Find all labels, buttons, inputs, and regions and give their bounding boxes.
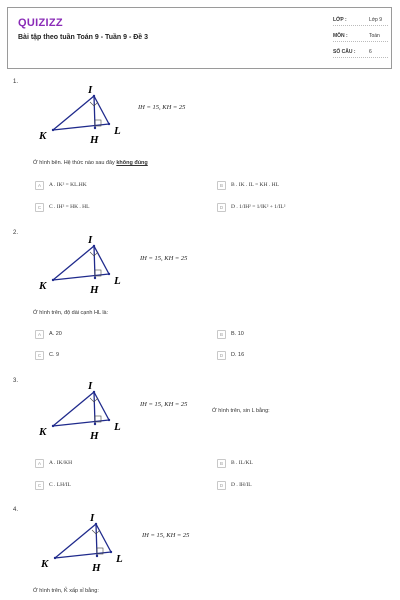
vertex-label: L	[114, 421, 121, 433]
option-letter: D	[217, 203, 226, 212]
option-letter: A	[35, 459, 44, 468]
vertex-label: H	[90, 430, 99, 442]
given-values: IH = 15, KH = 25	[140, 255, 188, 262]
question-prompt: Ở hình trên, sin L bằng:	[212, 408, 270, 414]
meta-value: 6	[369, 49, 372, 55]
vertex-label: L	[114, 125, 121, 137]
option-letter: D	[217, 351, 226, 360]
triangle-figure	[38, 82, 138, 148]
meta-key: LỚP :	[333, 17, 347, 23]
vertex-label: H	[92, 562, 101, 574]
given-values: IH = 15, KH = 25	[138, 104, 186, 111]
question-number: 3.	[13, 378, 19, 384]
triangle-figure	[38, 232, 138, 298]
option-text: B . IL/KL	[231, 460, 253, 466]
option-letter: C	[35, 481, 44, 490]
option-letter: B	[217, 330, 226, 339]
vertex-label: L	[114, 275, 121, 287]
vertex-label: K	[39, 130, 47, 142]
option-letter: C	[35, 351, 44, 360]
question-prompt: Ở hình trên, K̂ xấp xỉ bằng:	[33, 588, 99, 594]
option-text: C. 9	[49, 352, 60, 358]
vertex-label: H	[90, 134, 99, 146]
option-text: C . LH/IL	[49, 482, 71, 488]
option-text: D . IH/IL	[231, 482, 252, 488]
vertex-label: L	[116, 553, 123, 565]
meta-row-count	[333, 47, 388, 58]
question-number: 2.	[13, 230, 19, 236]
vertex-label: I	[88, 234, 93, 246]
meta-key: SỐ CÂU :	[333, 49, 356, 55]
given-values: IH = 15, KH = 25	[142, 532, 190, 539]
meta-value: Lớp 9	[369, 17, 383, 23]
option-text: C . IH² = HK . HL	[49, 204, 90, 210]
prompt-emphasis: không đúng	[116, 160, 148, 166]
triangle-figure	[38, 378, 138, 444]
option-text: A. 20	[49, 331, 62, 337]
option-text: A . IK² = KL.HK	[49, 182, 87, 188]
meta-row-class	[333, 15, 388, 26]
option-text: B . IK . IL = KH . HL	[231, 182, 279, 188]
prompt-text: Ở hình bên. Hệ thức nào sau đây	[33, 160, 117, 166]
worksheet-header	[7, 7, 392, 69]
triangle-figure	[40, 510, 140, 576]
option-text: B. 10	[231, 331, 244, 337]
option-letter: C	[35, 203, 44, 212]
option-text: A . IK/KH	[49, 460, 73, 466]
quizizz-logo: QUIZIZZ	[18, 17, 63, 29]
option-text: D. 16	[231, 352, 245, 358]
vertex-label: K	[39, 280, 47, 292]
option-letter: B	[217, 181, 226, 190]
meta-row-subject	[333, 31, 388, 42]
worksheet-title: Bài tập theo tuần Toán 9 - Tuần 9 - Đề 3	[18, 34, 149, 41]
vertex-label: K	[41, 558, 49, 570]
question-prompt: Ở hình trên, độ dài cạnh HL là:	[33, 310, 109, 316]
vertex-label: K	[39, 426, 47, 438]
meta-value: Toán	[369, 33, 380, 39]
vertex-label: I	[88, 380, 93, 392]
option-text: D . 1/IH² = 1/IK² + 1/IL²	[231, 204, 286, 210]
option-letter: B	[217, 459, 226, 468]
meta-key: MÔN :	[333, 33, 348, 39]
vertex-label: I	[90, 512, 95, 524]
question-prompt	[33, 160, 148, 166]
vertex-label: H	[90, 284, 99, 296]
vertex-label: I	[88, 84, 93, 96]
option-letter: A	[35, 330, 44, 339]
option-letter: A	[35, 181, 44, 190]
option-letter: D	[217, 481, 226, 490]
question-number: 4.	[13, 507, 19, 513]
question-number: 1.	[13, 79, 19, 85]
given-values: IH = 15, KH = 25	[140, 401, 188, 408]
